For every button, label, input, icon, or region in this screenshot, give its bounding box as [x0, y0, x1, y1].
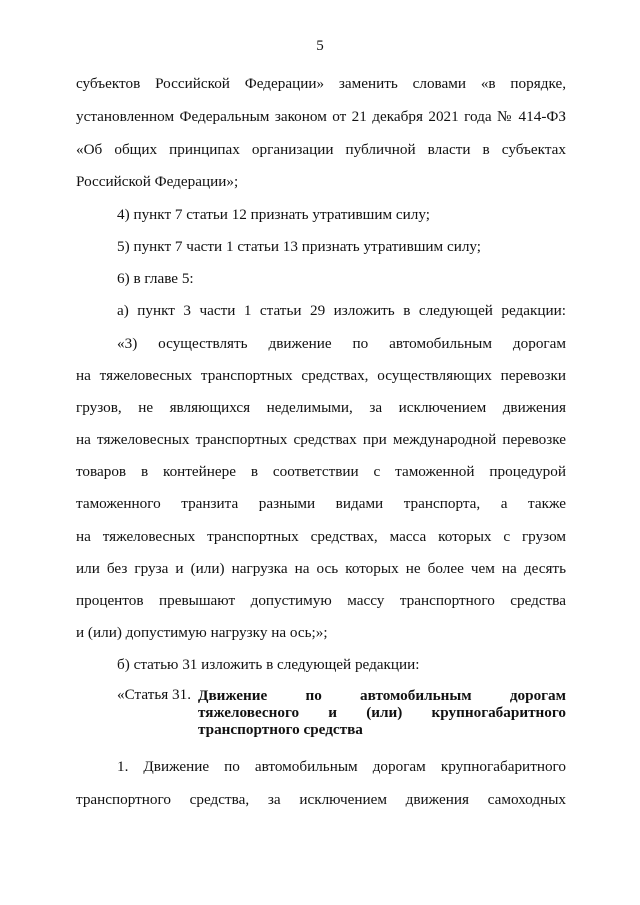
article-title-line: тяжеловесного и (или) крупногабаритного [198, 704, 566, 721]
article-label: «Статья 31. [117, 686, 192, 703]
quoted-text-line: на тяжеловесных транспортных средствах, осуществляющих перевозки [76, 367, 566, 384]
quoted-text-line: на тяжеловесных транспортных средствах, масса которых с грузом [76, 528, 566, 545]
quoted-text-line: или без груза и (или) нагрузка на ось которых не более чем на десять [76, 560, 566, 577]
quoted-text-line: грузов, не являющихся неделимыми, за исключением движения [76, 399, 566, 416]
quoted-text-line: процентов превышают допустимую массу транспортного средства [76, 592, 566, 609]
page-number: 5 [316, 38, 324, 54]
article-body-line: 1. Движение по автомобильным дорогам крупногабаритного [117, 758, 566, 775]
quoted-text-line: и (или) допустимую нагрузку на ось;»; [76, 624, 328, 641]
article-title-line: Движение по автомобильным дорогам [198, 687, 566, 704]
list-item-4: 4) пункт 7 статьи 12 признать утратившим силу; [117, 206, 430, 223]
article-body-line: транспортного средства, за исключением движения самоходных [76, 791, 566, 808]
subitem-a: а) пункт 3 части 1 статьи 29 изложить в следующей редакции: [117, 302, 566, 319]
quoted-text-line: таможенного транзита разными видами транспорта, а также [76, 495, 566, 512]
article-title-line: транспортного средства [198, 721, 363, 738]
text-line: установленном Федеральным законом от 21 декабря 2021 года № 414-ФЗ [76, 108, 566, 125]
text-line: «Об общих принципах организации публичной власти в субъектах [76, 141, 566, 158]
text-line: Российской Федерации»; [76, 173, 239, 190]
quoted-text-line: товаров в контейнере в соответствии с таможенной процедурой [76, 463, 566, 480]
subitem-b: б) статью 31 изложить в следующей редакции: [117, 656, 420, 673]
list-item-5: 5) пункт 7 части 1 статьи 13 признать утратившим силу; [117, 238, 482, 255]
list-item-6: 6) в главе 5: [117, 270, 194, 287]
quoted-text-line: на тяжеловесных транспортных средствах при международной перевозке [76, 431, 566, 448]
text-line: субъектов Российской Федерации» заменить словами «в порядке, [76, 75, 566, 92]
quoted-text-line: «3) осуществлять движение по автомобильным дорогам [117, 335, 566, 352]
